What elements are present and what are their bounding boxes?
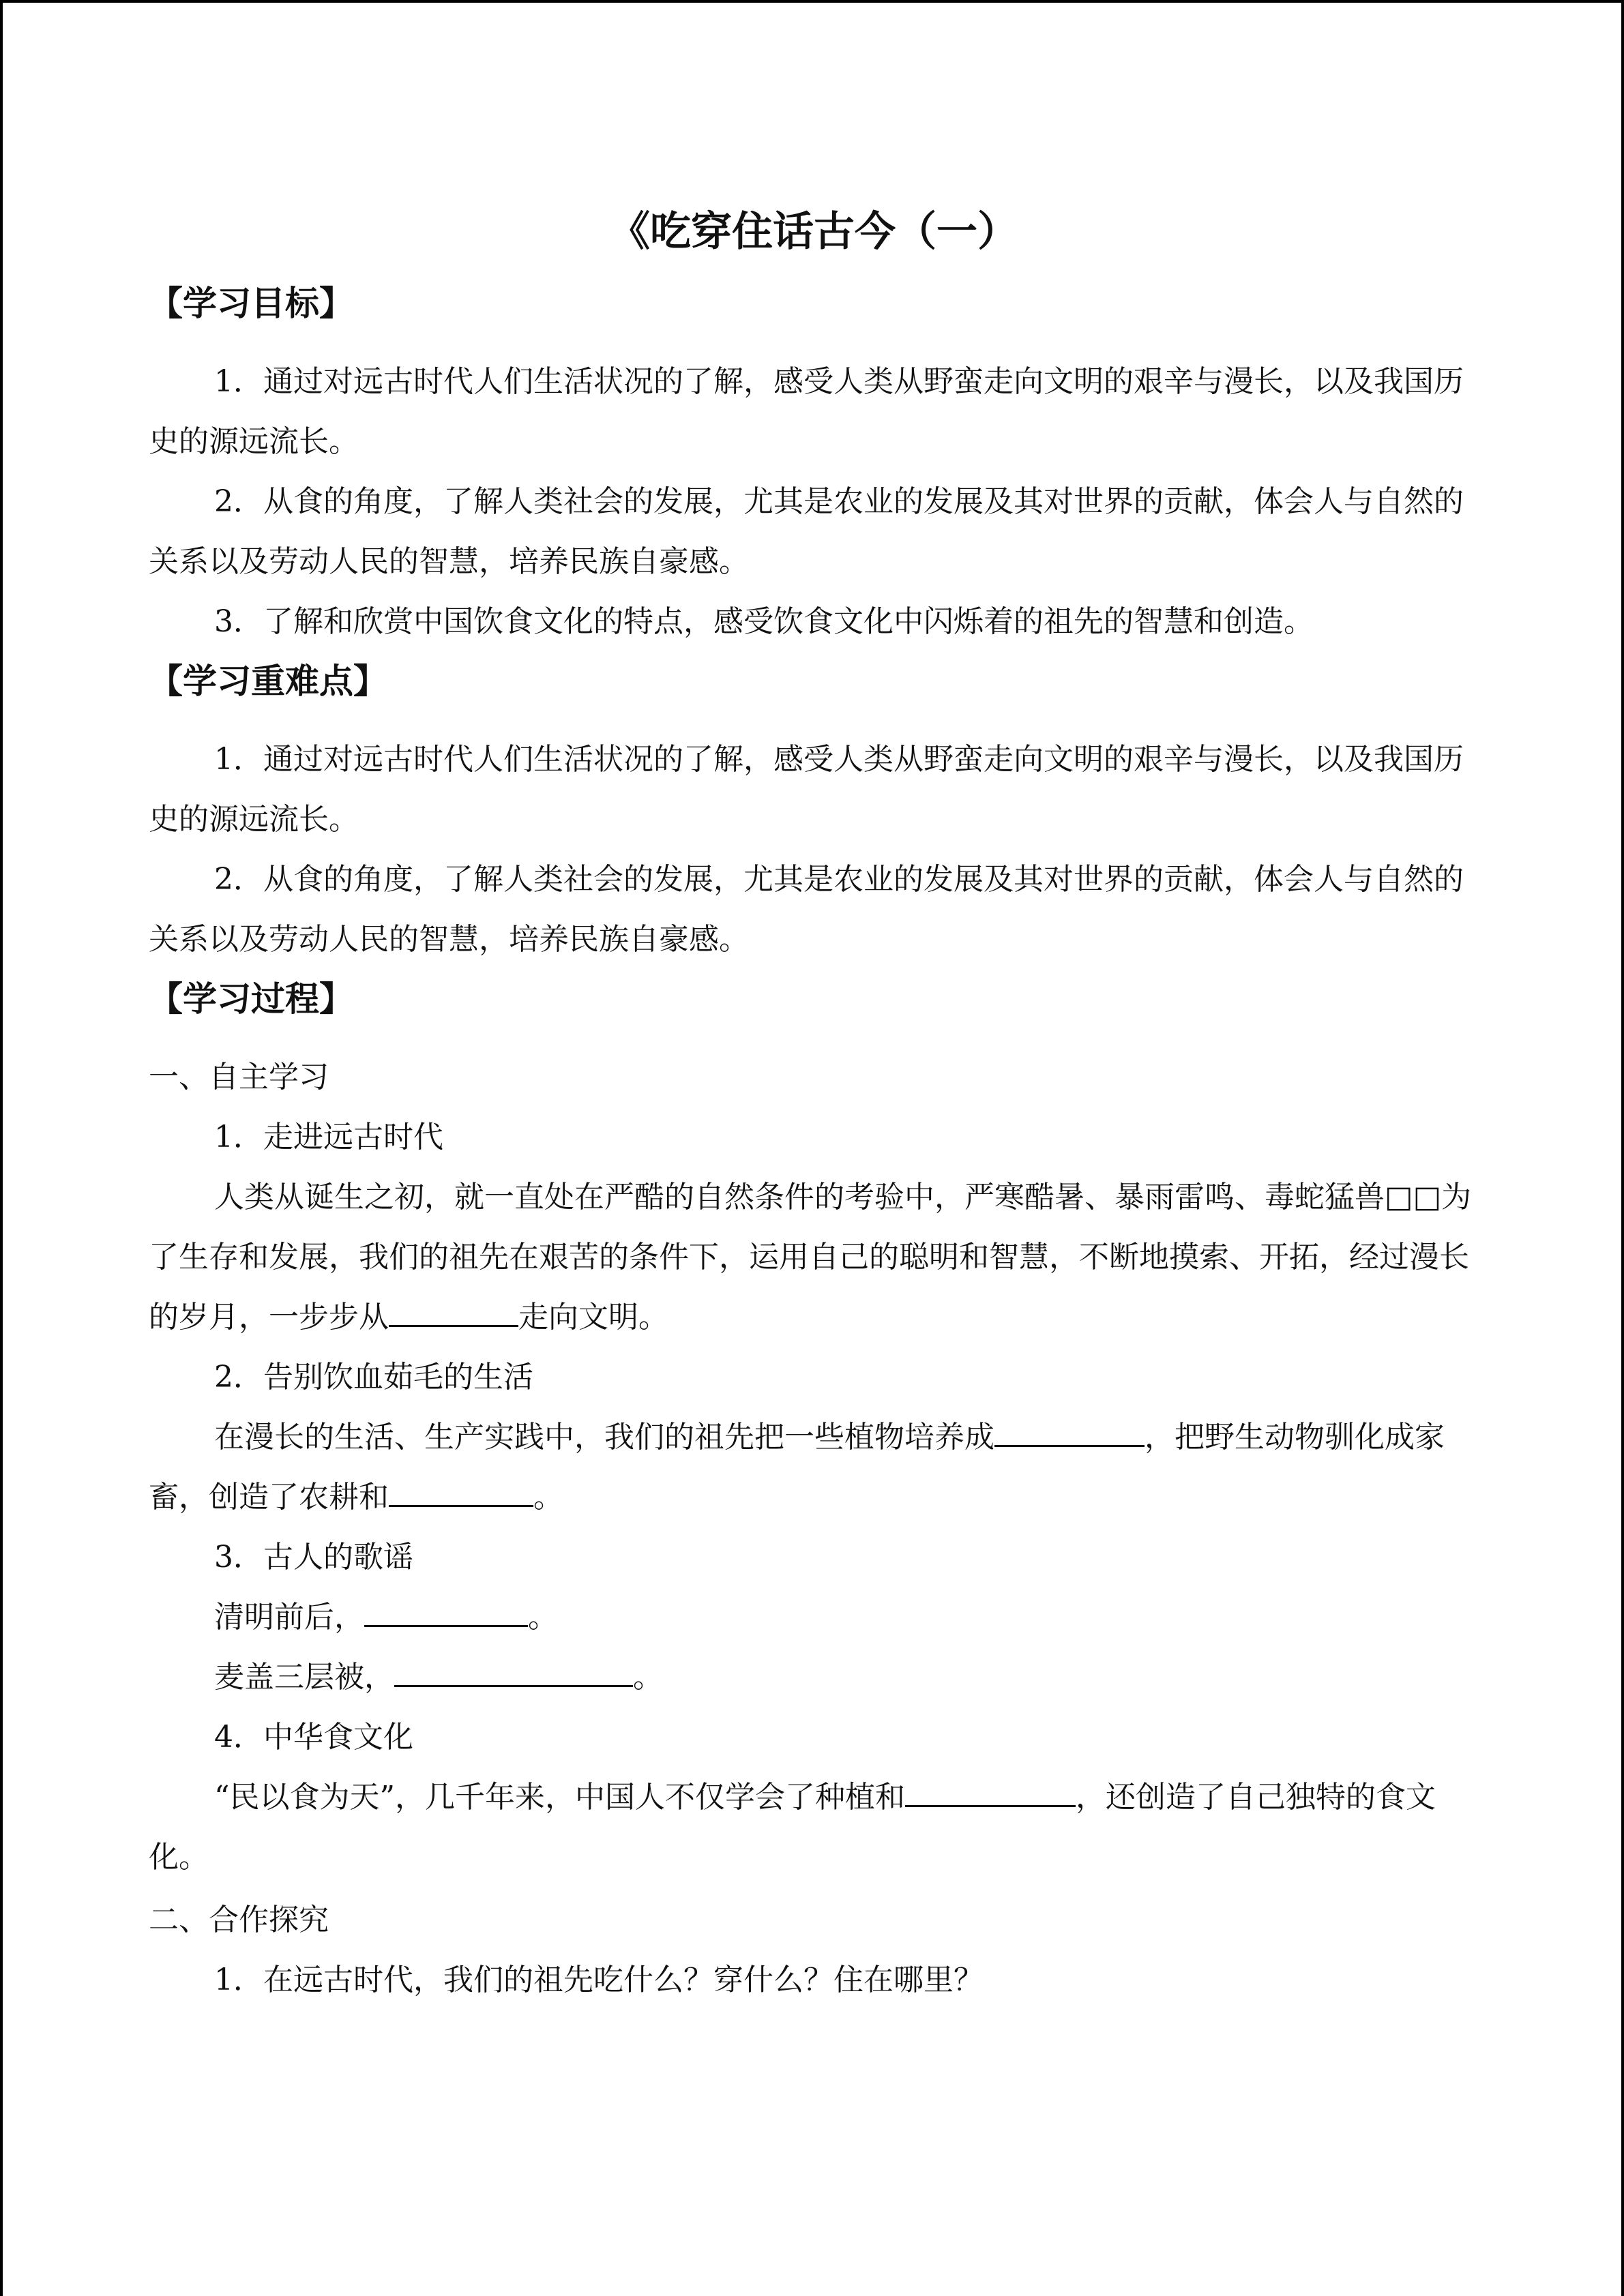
keypoint-item-2: 2．从食的角度，了解人类社会的发展，尤其是农业的发展及其对世界的贡献，体会人与自然的关系以及劳动人民的智慧，培养民族自豪感。 [149, 862, 1464, 957]
document-body [149, 205, 1479, 2010]
part1-q3-line1 [149, 1587, 1479, 1648]
page-top-border [0, 0, 1624, 3]
part2-q1: 1．在远古时代，我们的祖先吃什么？穿什么？住在哪里？ [214, 1963, 984, 1997]
part1-q3-line2 [149, 1648, 1479, 1708]
part1-q4-title: 4．中华食文化 [214, 1720, 413, 1755]
q2-text-before: 在漫长的生活、生产实践中，我们的祖先把一些植物培养成 [214, 1420, 994, 1455]
q2-text-middle: ，把野生动物驯化成家畜，创造了农耕和 [149, 1420, 1445, 1515]
fill-blank-6[interactable] [905, 1774, 1076, 1807]
page-right-border [1621, 0, 1624, 2296]
page-title: 《吃穿住话古今（一） [609, 208, 1018, 256]
q2-text-after: 。 [533, 1480, 563, 1515]
q3-line1-text: 清明前后， [214, 1600, 364, 1635]
section-heading-goals: 【学习目标】 [149, 284, 353, 323]
part1-label: 一、自主学习 [149, 1060, 329, 1094]
fill-blank-4[interactable] [364, 1594, 528, 1627]
fill-blank-3[interactable] [389, 1474, 533, 1507]
q3-line2-text: 麦盖三层被， [214, 1660, 394, 1695]
q1-text-after: 走向文明。 [518, 1300, 668, 1335]
page-left-border [0, 0, 3, 2296]
part1-q1-text [149, 1167, 1479, 1347]
part1-q2-text [149, 1407, 1479, 1527]
section-heading-process: 【学习过程】 [149, 979, 353, 1019]
goal-item-3: 3．了解和欣赏中国饮食文化的特点，感受饮食文化中闪烁着的祖先的智慧和创造。 [214, 604, 1314, 639]
goal-item-1: 1．通过对远古时代人们生活状况的了解，感受人类从野蛮走向文明的艰辛与漫长，以及我国历史的源远流长。 [149, 364, 1464, 459]
fill-blank-2[interactable] [994, 1414, 1145, 1447]
keypoint-item-1: 1．通过对远古时代人们生活状况的了解，感受人类从野蛮走向文明的艰辛与漫长，以及我国历史的源远流长。 [149, 742, 1464, 837]
q4-text-before: “民以食为天”，几千年来，中国人不仅学会了种植和 [214, 1780, 905, 1815]
part1-q4-text [149, 1768, 1479, 1888]
q1-text-before: 人类从诞生之初，就一直处在严酷的自然条件的考验中，严寒酷暑、暴雨雷鸣、毒蛇猛兽□□为了生存和发展，我们的祖先在艰苦的条件下，运用自己的聪明和智慧，不断地摸索、开拓，经过漫长的岁月，一步步从 [149, 1180, 1472, 1335]
q3-line1-end: 。 [528, 1600, 558, 1635]
section-heading-keypoints: 【学习重难点】 [149, 661, 387, 701]
part1-q3-title: 3．古人的歌谣 [214, 1540, 413, 1575]
fill-blank-5[interactable] [394, 1654, 633, 1687]
part1-q1-title: 1．走进远古时代 [214, 1120, 443, 1154]
part2-label: 二、合作探究 [149, 1903, 329, 1937]
fill-blank-1[interactable] [389, 1294, 518, 1327]
q3-line2-end: 。 [633, 1660, 663, 1695]
part1-q2-title: 2．告别饮血茹毛的生活 [214, 1360, 533, 1395]
q4-text-after: ，还创造了自己独特的食文化。 [149, 1780, 1436, 1875]
goal-item-2: 2．从食的角度，了解人类社会的发展，尤其是农业的发展及其对世界的贡献，体会人与自然的关系以及劳动人民的智慧，培养民族自豪感。 [149, 484, 1464, 579]
